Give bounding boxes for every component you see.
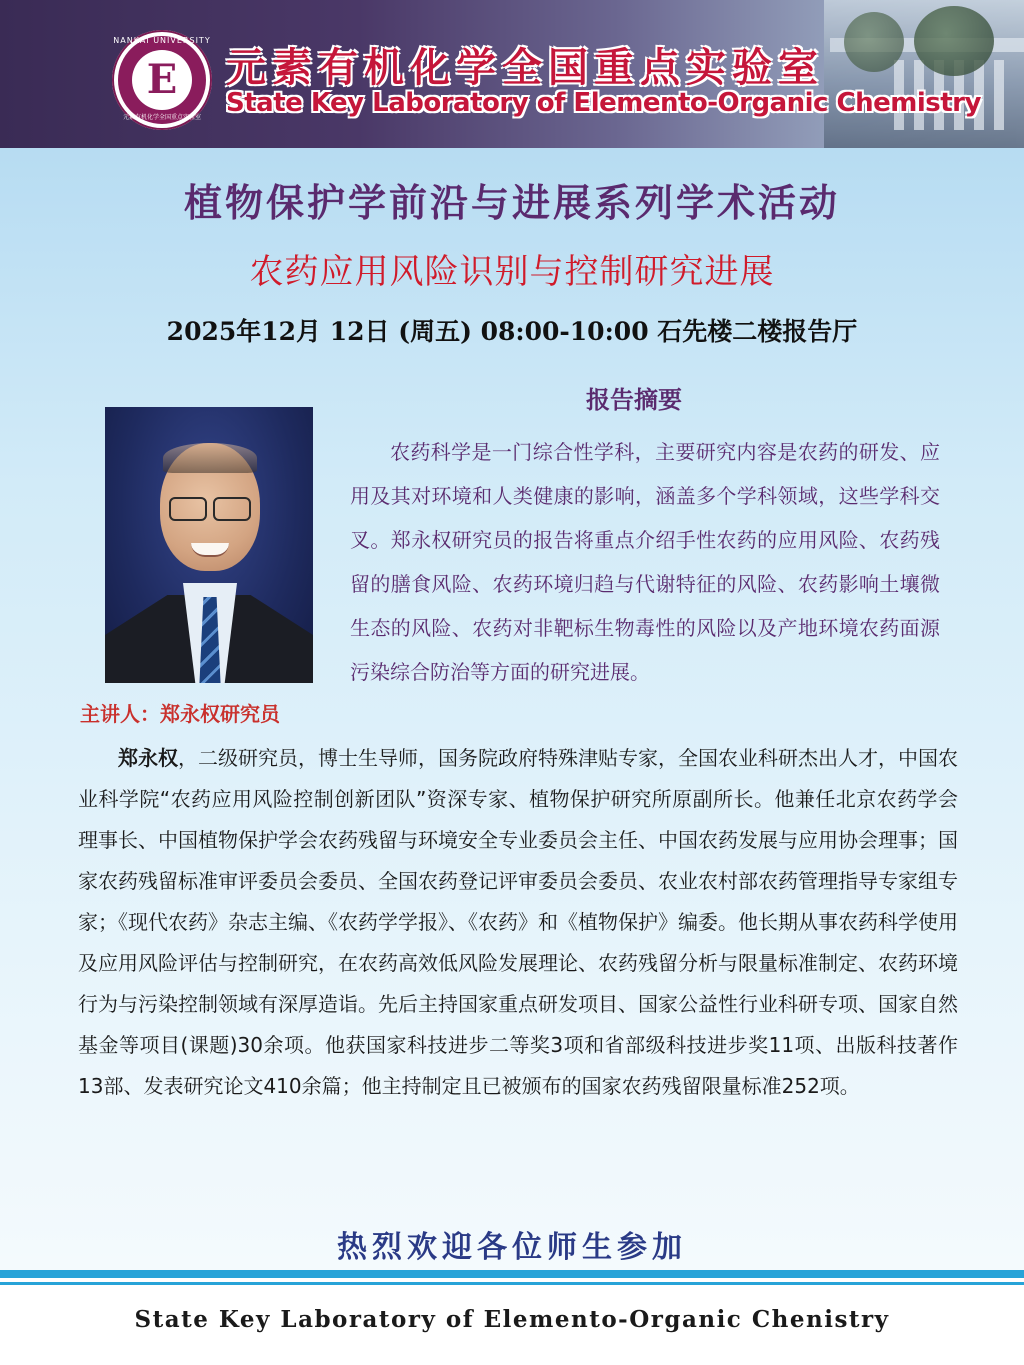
tree-image: [844, 12, 904, 72]
lab-title-cn: 元素有机化学全国重点实验室: [226, 44, 824, 91]
bio-text: ，二级研究员，博士生导师，国务院政府特殊津贴专家，全国农业科研杰出人才，中国农业科学院“农药应用风险控制创新团队”资深专家、植物保护研究所原副所长。他兼任北京农药学会理事长、中国植物保护学会农药残留与环境安全专业委员会主任、中国农药发展与应用协会理事；国家农药残留标准审评委员会委员、全国农药登记评审委员会委员、农业农村部农药管理指导专家组专家；《现代农药》杂志主编、《农药学学报》、《农药》和《植物保护》编委。他长期从事农药科学使用及应用风险评估与控制研究，在农药高效低风险发展理论、农药残留分析与限量标准制定、农药环境行为与污染控制领域有深厚造诣。先后主持国家重点研发项目、国家公益性行业科研专项、国家自然基金等项目(课题)30余项。他获国家科技进步二等奖3项和省部级科技进步奖11项、出版科技著作13部、发表研究论文410余篇；他主持制定且已被颁布的国家农药残留限量标准252项。: [78, 746, 958, 1098]
logo-letter: E: [146, 56, 178, 103]
welcome-message: 热烈欢迎各位师生参加: [337, 1230, 687, 1265]
speaker-portrait-icon: [105, 407, 313, 683]
lab-logo: [112, 30, 212, 130]
abstract-text: 农药科学是一门综合性学科，主要研究内容是农药的研发、应用及其对环境和人类健康的影响，涵盖多个学科领域，这些学科交叉。郑永权研究员的报告将重点介绍手性农药的应用风险、农药残留的膳食风险、农药环境归趋与代谢特征的风险、农药影响土壤微生态的风险、农药对非靶标生物毒性的风险以及产地环境农药面源污染综合防治等方面的研究进展。: [350, 440, 940, 684]
bio-name: 郑永权: [118, 746, 178, 770]
header-banner: [0, 0, 1024, 148]
tree-image: [914, 6, 994, 76]
lab-title-en: State Key Laboratory of Elemento-Organic Chemistry: [226, 88, 981, 118]
logo-ring-text-top: NANKAI UNIVERSITY: [113, 36, 211, 45]
footer-text: State Key Laboratory of Elemento-Organic Chenistry: [134, 1306, 890, 1333]
logo-ring-text-bottom: 元素有机化学全国重点实验室: [122, 114, 201, 121]
speaker-label: 主讲人：郑永权研究员: [80, 702, 280, 726]
topic-title: 农药应用风险识别与控制研究进展: [249, 252, 775, 292]
abstract-heading: 报告摘要: [586, 386, 682, 414]
footer-divider: [0, 1270, 1024, 1278]
speaker-bio: [78, 738, 958, 1107]
datetime-location: 2025年12月 12日 (周五) 08:00-10:00 石先楼二楼报告厅: [166, 317, 858, 346]
series-title: 植物保护学前沿与进展系列学术活动: [183, 180, 840, 225]
